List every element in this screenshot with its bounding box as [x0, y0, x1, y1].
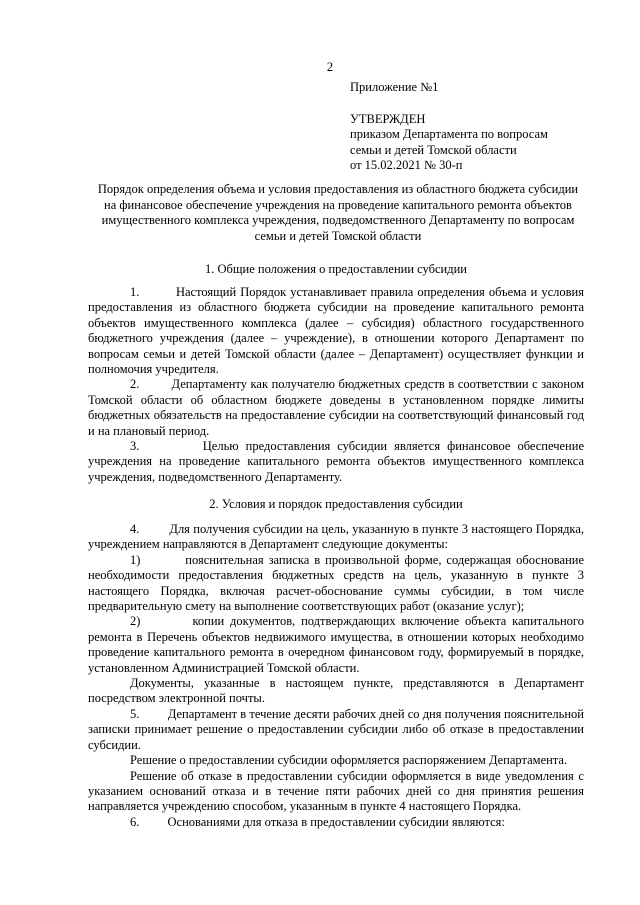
paragraph: 6. Основаниями для отказа в предоставлении субсидии являются: [130, 814, 505, 829]
approved-label: УТВЕРЖДЕН [350, 111, 426, 126]
paragraph: 1. Настоящий Порядок устанавливает правила определения объема и условия предоставления из областного бюджета субсидии на проведение капитального ремонта объектов имущественного комплекса (далее – субсидия) областного государственного бюджетного учреждения (далее – учреждение), в отношении которого Департамент по вопросам семьи и детей Томской области (далее – Департамент) осуществляет функции и полномочия учредителя. [88, 285, 584, 377]
paragraph: Решение об отказе в предоставлении субсидии оформляется в виде уведомления с указанием оснований отказа и в течение пяти рабочих дней со дня принятия решения направляется учреждению способом, указанным в пункте 4 настоящего Порядка. [88, 768, 584, 814]
document-title: Порядок определения объема и условия предоставления из областного бюджета субсидии на финансовое обеспечение учреждения на проведение капитального ремонта объектов имущественного комплекса учреждения, подведомственного Департаменту по вопросам семьи и детей Томской области [97, 182, 579, 243]
paragraph: 3. Целью предоставления субсидии является финансовое обеспечение учреждения на проведение капитального ремонта объектов имущественного комплекса учреждения, подведомственного Департаменту. [88, 439, 584, 484]
section-1-heading: 1. Общие положения о предоставлении субсидии [205, 262, 467, 276]
page-number: 2 [326, 60, 334, 74]
paragraph: 4. Для получения субсидии на цель, указанную в пункте 3 настоящего Порядка, учреждением направляются в Департамент следующие документы: [88, 522, 584, 552]
paragraph: 2. Департаменту как получателю бюджетных средств в соответствии с законом Томской области об областном бюджете доведены в установленном порядке лимиты бюджетных обязательств на предоставление субсидии на соответствующий финансовый год и на плановый период. [88, 377, 584, 438]
paragraph: 5. Департамент в течение десяти рабочих дней со дня получения пояснительной записки принимает решение о предоставлении субсидии либо об отказе в предоставлении субсидии. [88, 706, 584, 752]
section-1-body [88, 285, 584, 485]
section-2-body [88, 522, 584, 830]
paragraph: Документы, указанные в настоящем пункте, представляются в Департамент посредством электронной почты. [88, 676, 584, 706]
paragraph: 2) копии документов, подтверждающих включение объекта капитального ремонта в Перечень объектов недвижимого имущества, в отношении которых необходимо проведение капитального ремонта в очередном финансовом году, формируемый в порядке, установленном Администрацией Томской области. [88, 614, 584, 675]
appendix-label: Приложение №1 [350, 80, 439, 94]
order-line-3: от 15.02.2021 № 30-п [350, 158, 463, 172]
approval-block [350, 80, 548, 174]
order-line-1: приказом Департамента по вопросам [350, 127, 548, 141]
paragraph: 1) пояснительная записка в произвольной форме, содержащая обоснование необходимости предоставления бюджетных средств на цель, указанную в пункте 3 настоящего Порядка, включая расчет-обоснование суммы субсидии, в том числе предварительную смету на выполнение соответствующих работ (оказание услуг); [88, 552, 584, 614]
paragraph: Решение о предоставлении субсидии оформляется распоряжением Департамента. [130, 753, 568, 768]
section-2-heading: 2. Условия и порядок предоставления субсидии [209, 497, 463, 511]
order-line-2: семьи и детей Томской области [350, 142, 517, 157]
